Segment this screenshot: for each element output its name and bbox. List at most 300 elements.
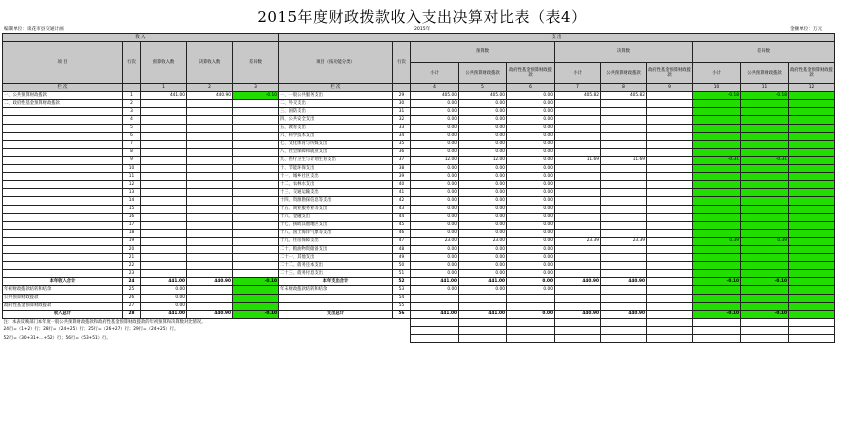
expense-value: 0.00 xyxy=(507,124,555,132)
income-item-label xyxy=(3,116,123,124)
table-row xyxy=(3,181,835,189)
expense-row-number: 36 xyxy=(393,148,411,156)
expense-value: 0.00 xyxy=(411,165,459,173)
income-row-number: 19 xyxy=(123,237,141,245)
expense-value: 0.00 xyxy=(459,262,507,270)
income-diff-value xyxy=(233,262,279,270)
expense-value xyxy=(693,302,741,310)
expense-value: 0.00 xyxy=(459,189,507,197)
table-row xyxy=(3,173,835,181)
income-item-label xyxy=(3,148,123,156)
budget-subtotal-header: 小计 xyxy=(411,63,459,84)
expense-value: 405.00 xyxy=(459,92,507,100)
income-diff-value xyxy=(233,116,279,124)
income-row-number: 26 xyxy=(123,294,141,302)
income-item-label xyxy=(3,132,123,140)
expense-value: 0.00 xyxy=(411,254,459,262)
expense-value xyxy=(741,302,789,310)
expense-item-label: 十五、商业服务业等支出 xyxy=(279,205,393,213)
expense-value xyxy=(693,262,741,270)
income-final-value xyxy=(187,116,233,124)
expense-value: 0.00 xyxy=(507,132,555,140)
expense-value xyxy=(555,165,601,173)
expense-value xyxy=(693,181,741,189)
income-final-value xyxy=(187,221,233,229)
expense-value: 23.39 xyxy=(601,237,647,245)
expense-value xyxy=(741,221,789,229)
income-budget-value xyxy=(141,156,187,164)
income-diff-value xyxy=(233,148,279,156)
table-row xyxy=(3,262,835,270)
expense-value xyxy=(601,189,647,197)
income-row-number: 11 xyxy=(123,173,141,181)
income-budget-value xyxy=(141,221,187,229)
expense-item-label: 十、节能环保支出 xyxy=(279,165,393,173)
expense-value: 0.00 xyxy=(411,221,459,229)
expense-value xyxy=(693,173,741,181)
blank-cell xyxy=(647,326,693,334)
expense-value: 0.00 xyxy=(459,100,507,108)
income-item-label xyxy=(3,156,123,164)
expense-item-label: 二十、粮油物资储备支出 xyxy=(279,245,393,253)
expense-value: 12.00 xyxy=(411,156,459,164)
expense-value xyxy=(601,262,647,270)
expense-value: 0.00 xyxy=(411,262,459,270)
income-budget-value xyxy=(141,173,187,181)
blank-cell xyxy=(693,335,741,343)
expense-value xyxy=(601,286,647,294)
income-row-number: 6 xyxy=(123,132,141,140)
income-diff-value xyxy=(233,205,279,213)
expense-value xyxy=(555,286,601,294)
expense-value xyxy=(601,221,647,229)
income-final-value xyxy=(187,140,233,148)
expense-value xyxy=(601,165,647,173)
diff-fund-header: 政府性基金预算财政拨款 xyxy=(789,63,835,84)
expense-value xyxy=(741,294,789,302)
expense-value: 0.00 xyxy=(507,108,555,116)
expense-value: 0.00 xyxy=(507,270,555,278)
expense-value xyxy=(693,213,741,221)
expense-value: 0.00 xyxy=(507,189,555,197)
income-budget-value: 441.00 xyxy=(141,92,187,100)
expense-value xyxy=(555,100,601,108)
expense-value: 0.00 xyxy=(411,189,459,197)
expense-value: 0.00 xyxy=(507,140,555,148)
expense-value xyxy=(789,294,835,302)
expense-value xyxy=(693,205,741,213)
income-row-number: 17 xyxy=(123,221,141,229)
expense-value: -0.10 xyxy=(693,278,741,286)
income-final-value xyxy=(187,132,233,140)
expense-row-number: 48 xyxy=(393,245,411,253)
income-row-number: 9 xyxy=(123,156,141,164)
expense-item-label: 二十二、债务还本支出 xyxy=(279,262,393,270)
expense-value xyxy=(741,148,789,156)
expense-value: 0.00 xyxy=(459,132,507,140)
expense-value xyxy=(601,132,647,140)
income-diff-header: 差异数 xyxy=(233,42,279,84)
expense-value xyxy=(741,100,789,108)
expense-group-header: 支 出 xyxy=(279,34,835,42)
expense-value xyxy=(601,205,647,213)
expense-row-number: 53 xyxy=(393,286,411,294)
income-diff-value xyxy=(233,254,279,262)
expense-value xyxy=(789,173,835,181)
expense-value xyxy=(789,108,835,116)
blank-cell xyxy=(507,335,555,343)
income-item-label: 一、公共预算财政拨款 xyxy=(3,92,123,100)
expense-value: 0.00 xyxy=(411,140,459,148)
income-row-number: 15 xyxy=(123,205,141,213)
budget-comparison-table xyxy=(2,33,835,343)
income-diff-value xyxy=(233,270,279,278)
expense-item-label: 支出总计 xyxy=(279,310,393,318)
expense-row-number: 41 xyxy=(393,189,411,197)
expense-value xyxy=(601,270,647,278)
table-row xyxy=(3,213,835,221)
expense-row-number: 29 xyxy=(393,92,411,100)
report-year: 2015年 xyxy=(414,27,431,32)
income-item-label: 收入总计 xyxy=(3,310,123,318)
expense-item-label: 十六、金融支出 xyxy=(279,213,393,221)
expense-value xyxy=(647,310,693,318)
expense-value: 0.00 xyxy=(507,262,555,270)
expense-value: -0.18 xyxy=(741,92,789,100)
col-num: 2 xyxy=(187,84,233,92)
expense-row-number: 34 xyxy=(393,132,411,140)
table-row xyxy=(3,302,835,310)
income-budget-value xyxy=(141,124,187,132)
expense-value xyxy=(647,197,693,205)
footnote: 24行=（1+2）行；28行=（24+25）行；25行=（26+27）行；29行=（24+25）行。 xyxy=(3,327,179,333)
blank-cell xyxy=(741,335,789,343)
expense-value: 0.00 xyxy=(459,254,507,262)
col-num: 9 xyxy=(647,84,693,92)
expense-value xyxy=(741,229,789,237)
expense-row-number: 46 xyxy=(393,229,411,237)
expense-value xyxy=(741,262,789,270)
expense-value: 405.00 xyxy=(411,92,459,100)
expense-value: 23.39 xyxy=(555,237,601,245)
expense-value: 441.00 xyxy=(411,278,459,286)
income-final-value xyxy=(187,213,233,221)
income-row-number: 27 xyxy=(123,302,141,310)
blank-cell xyxy=(693,318,741,326)
income-diff-value xyxy=(233,140,279,148)
expense-value xyxy=(741,173,789,181)
expense-item-label: 十三、交通运输支出 xyxy=(279,189,393,197)
expense-value xyxy=(647,254,693,262)
expense-value xyxy=(555,221,601,229)
expense-value xyxy=(789,148,835,156)
expense-value xyxy=(789,156,835,164)
expense-value: 440.90 xyxy=(555,310,601,318)
expense-value: 0.00 xyxy=(459,221,507,229)
income-final-value xyxy=(187,229,233,237)
expense-item-label: 二十一、其他支出 xyxy=(279,254,393,262)
final-group-header: 决算数 xyxy=(555,42,693,63)
income-item-label xyxy=(3,165,123,173)
income-budget-value: 441.00 xyxy=(141,310,187,318)
expense-value: 23.00 xyxy=(459,237,507,245)
blank-cell xyxy=(459,335,507,343)
income-item-label: 二、政府性基金预算财政拨款 xyxy=(3,100,123,108)
expense-value xyxy=(693,100,741,108)
income-budget-value: 0.00 xyxy=(141,294,187,302)
expense-value: 0.00 xyxy=(507,229,555,237)
expense-value: 0.00 xyxy=(507,254,555,262)
expense-value xyxy=(555,116,601,124)
expense-value xyxy=(789,286,835,294)
income-row-number: 21 xyxy=(123,254,141,262)
expense-value xyxy=(741,189,789,197)
footnote: 注：本表反映部门本年度一般公共预算财政拨款和政府性基金预算财政拨款的年初预算和决算数对比情况。 xyxy=(3,319,206,325)
final-subtotal-header: 小计 xyxy=(555,63,601,84)
income-budget-value xyxy=(141,181,187,189)
expense-value: -0.31 xyxy=(693,156,741,164)
income-item-label xyxy=(3,213,123,221)
expense-value: 11.69 xyxy=(555,156,601,164)
blank-cell xyxy=(393,84,411,92)
expense-value xyxy=(741,213,789,221)
expense-value xyxy=(693,294,741,302)
expense-value xyxy=(741,116,789,124)
expense-value xyxy=(693,221,741,229)
expense-value xyxy=(555,294,601,302)
expense-value xyxy=(647,229,693,237)
col-num: 7 xyxy=(555,84,601,92)
income-row-number: 16 xyxy=(123,213,141,221)
income-budget-header: 预算收入数 xyxy=(141,42,187,84)
expense-value xyxy=(741,181,789,189)
expense-value: 0.00 xyxy=(411,205,459,213)
expense-value: 0.00 xyxy=(507,278,555,286)
income-final-value xyxy=(187,148,233,156)
expense-value xyxy=(647,270,693,278)
expense-item-label: 十四、资源勘探信息等支出 xyxy=(279,197,393,205)
expense-value xyxy=(693,189,741,197)
expense-value: 0.00 xyxy=(507,213,555,221)
income-diff-value: -0.10 xyxy=(233,278,279,286)
expense-value xyxy=(601,302,647,310)
income-final-value xyxy=(187,294,233,302)
income-budget-value xyxy=(141,262,187,270)
expense-rowno-header: 行次 xyxy=(393,42,411,84)
expense-value: 0.00 xyxy=(459,173,507,181)
expense-item-label: 九、医疗卫生与计划生育支出 xyxy=(279,156,393,164)
expense-item-label: 四、公共安全支出 xyxy=(279,116,393,124)
expense-value xyxy=(647,116,693,124)
expense-value xyxy=(647,294,693,302)
blank-cell xyxy=(507,318,555,326)
table-row xyxy=(3,92,835,100)
expense-value: 0.00 xyxy=(411,181,459,189)
income-budget-value: 0.00 xyxy=(141,286,187,294)
income-diff-value xyxy=(233,245,279,253)
income-row-number: 1 xyxy=(123,92,141,100)
table-row xyxy=(3,197,835,205)
expense-value xyxy=(741,270,789,278)
expense-value: 0.00 xyxy=(507,116,555,124)
income-item-label xyxy=(3,108,123,116)
income-item-label xyxy=(3,124,123,132)
expense-value xyxy=(647,92,693,100)
expense-value xyxy=(555,181,601,189)
expense-value: 441.00 xyxy=(411,310,459,318)
column-label-right: 栏 次 xyxy=(279,84,393,92)
expense-value xyxy=(647,132,693,140)
expense-value: 0.00 xyxy=(411,108,459,116)
expense-value xyxy=(741,197,789,205)
table-row xyxy=(3,229,835,237)
income-diff-value xyxy=(233,229,279,237)
expense-value xyxy=(555,140,601,148)
income-budget-value xyxy=(141,197,187,205)
expense-value xyxy=(647,213,693,221)
blank-cell xyxy=(411,326,459,334)
expense-value xyxy=(741,132,789,140)
expense-value: -0.31 xyxy=(741,156,789,164)
income-diff-value xyxy=(233,100,279,108)
expense-value xyxy=(789,92,835,100)
income-row-number: 14 xyxy=(123,197,141,205)
table-row xyxy=(3,286,835,294)
blank-cell xyxy=(741,326,789,334)
income-budget-value xyxy=(141,108,187,116)
expense-value: 440.90 xyxy=(601,278,647,286)
expense-value xyxy=(647,181,693,189)
expense-value xyxy=(741,245,789,253)
income-final-value xyxy=(187,181,233,189)
expense-value xyxy=(647,262,693,270)
income-row-number: 13 xyxy=(123,189,141,197)
income-item-label xyxy=(3,181,123,189)
expense-value xyxy=(789,197,835,205)
expense-value: 0.00 xyxy=(459,245,507,253)
expense-row-number: 31 xyxy=(393,108,411,116)
expense-value xyxy=(555,213,601,221)
expense-value: 0.00 xyxy=(459,148,507,156)
income-diff-value xyxy=(233,181,279,189)
expense-value: 0.00 xyxy=(411,270,459,278)
income-row-number: 12 xyxy=(123,181,141,189)
expense-value xyxy=(555,302,601,310)
expense-value xyxy=(789,165,835,173)
expense-value: 0.00 xyxy=(459,286,507,294)
expense-item-label: 年末财政拨款结转和结余 xyxy=(279,286,393,294)
expense-value xyxy=(693,197,741,205)
table-row xyxy=(3,254,835,262)
income-budget-value xyxy=(141,140,187,148)
org-unit: 编制单位：谈花市县交通计画 xyxy=(4,27,64,32)
expense-item-label: 十二、农林水支出 xyxy=(279,181,393,189)
expense-value: 0.00 xyxy=(411,132,459,140)
income-final-value xyxy=(187,189,233,197)
expense-value xyxy=(693,132,741,140)
expense-value: 0.00 xyxy=(507,100,555,108)
expense-value xyxy=(789,124,835,132)
blank-cell xyxy=(601,335,647,343)
expense-value: 0.00 xyxy=(507,181,555,189)
expense-item-label: 五、教育支出 xyxy=(279,124,393,132)
expense-item-label: 二、外交支出 xyxy=(279,100,393,108)
expense-value: 0.00 xyxy=(459,108,507,116)
expense-value: 0.00 xyxy=(507,310,555,318)
expense-value xyxy=(647,302,693,310)
expense-value xyxy=(789,270,835,278)
income-budget-value: 441.00 xyxy=(141,278,187,286)
expense-value xyxy=(555,173,601,181)
income-item-label: 政府性基金预算财政拨款 xyxy=(3,302,123,310)
expense-value: 0.00 xyxy=(411,148,459,156)
diff-group-header: 差异数 xyxy=(693,42,835,63)
table-row xyxy=(3,310,835,318)
expense-item-label xyxy=(279,302,393,310)
income-item-header: 项 目 xyxy=(3,42,123,84)
expense-value xyxy=(459,302,507,310)
expense-row-number: 54 xyxy=(393,294,411,302)
expense-value xyxy=(647,156,693,164)
table-row xyxy=(3,116,835,124)
blank-cell xyxy=(741,318,789,326)
expense-value xyxy=(693,165,741,173)
expense-value xyxy=(789,100,835,108)
income-budget-value xyxy=(141,237,187,245)
income-final-value: 440.90 xyxy=(187,92,233,100)
report-title: 2015年度财政拨款收入支出决算对比表（表4） xyxy=(257,8,587,26)
expense-value xyxy=(601,148,647,156)
blank-cell xyxy=(459,326,507,334)
expense-value: 440.90 xyxy=(601,310,647,318)
income-row-number: 22 xyxy=(123,262,141,270)
expense-row-number: 30 xyxy=(393,100,411,108)
income-row-number: 5 xyxy=(123,124,141,132)
expense-value: 0.00 xyxy=(411,213,459,221)
income-row-number: 18 xyxy=(123,229,141,237)
expense-value xyxy=(601,108,647,116)
expense-value xyxy=(789,278,835,286)
expense-value xyxy=(555,124,601,132)
income-row-number: 23 xyxy=(123,270,141,278)
note-row xyxy=(3,326,835,334)
expense-item-label: 六、科学技术支出 xyxy=(279,132,393,140)
expense-row-number: 40 xyxy=(393,181,411,189)
expense-value: 0.00 xyxy=(507,197,555,205)
income-diff-value xyxy=(233,173,279,181)
expense-value: 0.00 xyxy=(459,181,507,189)
expense-value xyxy=(601,229,647,237)
table-row xyxy=(3,108,835,116)
table-row xyxy=(3,165,835,173)
income-row-number: 8 xyxy=(123,148,141,156)
income-final-value xyxy=(187,156,233,164)
expense-value xyxy=(693,148,741,156)
expense-value: 0.00 xyxy=(411,245,459,253)
income-final-value xyxy=(187,165,233,173)
blank-cell xyxy=(123,84,141,92)
income-row-number: 4 xyxy=(123,116,141,124)
expense-value xyxy=(741,286,789,294)
expense-value xyxy=(647,108,693,116)
expense-value: -0.10 xyxy=(741,310,789,318)
col-num: 4 xyxy=(411,84,459,92)
expense-value xyxy=(555,245,601,253)
expense-value: -0.18 xyxy=(693,92,741,100)
expense-value xyxy=(555,148,601,156)
income-item-label xyxy=(3,270,123,278)
income-group-header: 收 入 xyxy=(3,34,279,42)
